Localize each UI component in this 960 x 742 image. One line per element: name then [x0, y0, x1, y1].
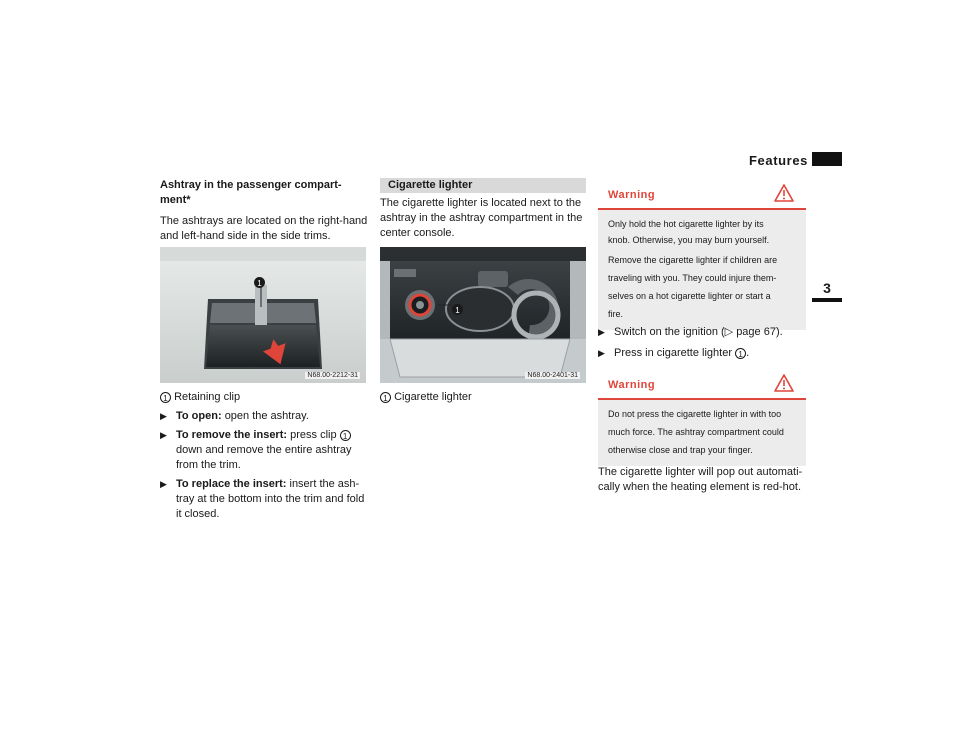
page-ref-icon: ▷ — [724, 326, 737, 338]
warning-line: otherwise close and trap your finger. — [608, 445, 753, 455]
warning-box-2 — [598, 370, 806, 466]
closing-line2: cally when the heating element is red-hot. — [598, 481, 802, 493]
lighter-intro-line2: ashtray in the ashtray compartment in the — [380, 212, 583, 224]
ashtray-photo — [160, 247, 366, 383]
lighter-legend-marker: 1 — [380, 392, 391, 403]
ashtray-heading-line1: Ashtray in the passenger compart- — [160, 179, 342, 191]
remove-line3: from the trim. — [176, 459, 241, 471]
ashtray-step-remove — [160, 428, 370, 473]
ashtray-instructions — [160, 390, 370, 522]
ashtray-legend — [160, 390, 370, 405]
lighter-section-title: Cigarette lighter — [380, 178, 586, 193]
replace-label: To replace the insert: — [176, 478, 287, 490]
warning-triangle-icon — [774, 374, 794, 392]
warning-header — [598, 180, 806, 210]
warning-body — [598, 400, 806, 466]
lighter-step-ignition — [598, 325, 808, 340]
replace-text: insert the ash- — [289, 478, 360, 490]
lighter-legend — [380, 390, 590, 405]
warning-line: selves on a hot cigarette lighter or start a — [608, 291, 771, 301]
warning-header — [598, 370, 806, 400]
remove-text: press clip — [290, 429, 337, 441]
lighter-intro-line1: The cigarette lighter is located next to the — [380, 197, 582, 209]
bullet-arrow-icon: ▶ — [160, 411, 167, 421]
ashtray-step-replace — [160, 477, 370, 522]
ashtray-intro-line1: The ashtrays are located on the right-hand — [160, 215, 368, 227]
warning-line: much force. The ashtray compartment could — [608, 427, 784, 437]
warning-line: fire. — [608, 309, 624, 319]
header-tab — [812, 152, 842, 166]
ashtray-intro — [160, 178, 370, 244]
lighter-callout-badge — [452, 299, 463, 317]
bullet-arrow-icon: ▶ — [160, 479, 167, 489]
lighter-legend-label: Cigarette lighter — [394, 391, 472, 403]
lighter-intro-line3: center console. — [380, 227, 455, 239]
section-title: Features — [749, 153, 808, 168]
step1-ref: page 67). — [736, 326, 783, 338]
warning-triangle-icon — [774, 184, 794, 202]
warning-title: Warning — [608, 379, 656, 391]
warning-line: Remove the cigarette lighter if children are — [608, 255, 778, 265]
step1-text: Switch on the ignition ( — [614, 326, 725, 338]
ashtray-legend-marker: 1 — [160, 392, 171, 403]
chapter-rule — [812, 298, 842, 302]
step2-text: Press in cigarette lighter — [614, 347, 732, 359]
warning-box-1 — [598, 180, 806, 330]
replace-line2: tray at the bottom into the trim and fold — [176, 493, 365, 505]
lighter-photo-code: N68.00-2401-31 — [527, 372, 578, 379]
warning-line: Only hold the hot cigarette lighter by its — [608, 219, 764, 229]
lighter-photo — [380, 247, 586, 383]
closing-line1: The cigarette lighter will pop out automati- — [598, 466, 803, 478]
chapter-number: 3 — [823, 280, 831, 296]
open-label: To open: — [176, 410, 222, 422]
remove-label: To remove the insert: — [176, 429, 288, 441]
warning-body — [598, 210, 806, 330]
ashtray-photo-code: N68.00-2212-31 — [307, 372, 358, 379]
warning-title: Warning — [608, 189, 656, 201]
lighter-steps — [598, 325, 808, 361]
lighter-intro — [380, 196, 590, 241]
bullet-arrow-icon: ▶ — [160, 430, 167, 440]
lighter-step-press: ▶ Press in cigarette lighter 1 . — [598, 347, 750, 359]
warning-line: knob. Otherwise, you may burn yourself. — [608, 235, 770, 245]
ashtray-step-open — [160, 409, 370, 424]
ashtray-intro-line2: and left-hand side in the side trims. — [160, 230, 331, 242]
lighter-callout-number: 1 — [452, 304, 463, 315]
lighter-closing — [598, 465, 812, 495]
open-text: open the ashtray. — [224, 410, 309, 422]
warning-line: traveling with you. They could injure them- — [608, 273, 777, 283]
warning-line: Do not press the cigarette lighter in with too — [608, 409, 782, 419]
bullet-arrow-icon: ▶ — [598, 348, 605, 358]
ashtray-callout-number: 1 — [254, 277, 265, 288]
step2-callout-marker: 1 — [735, 348, 746, 359]
ashtray-heading-line2: ment* — [160, 194, 191, 206]
remove-line2: down and remove the entire ashtray — [176, 444, 352, 456]
ashtray-legend-label: Retaining clip — [174, 391, 241, 403]
ashtray-callout-badge — [254, 272, 265, 290]
remove-callout-marker: 1 — [340, 430, 351, 441]
bullet-arrow-icon: ▶ — [598, 327, 605, 337]
replace-line3: it closed. — [176, 508, 220, 520]
